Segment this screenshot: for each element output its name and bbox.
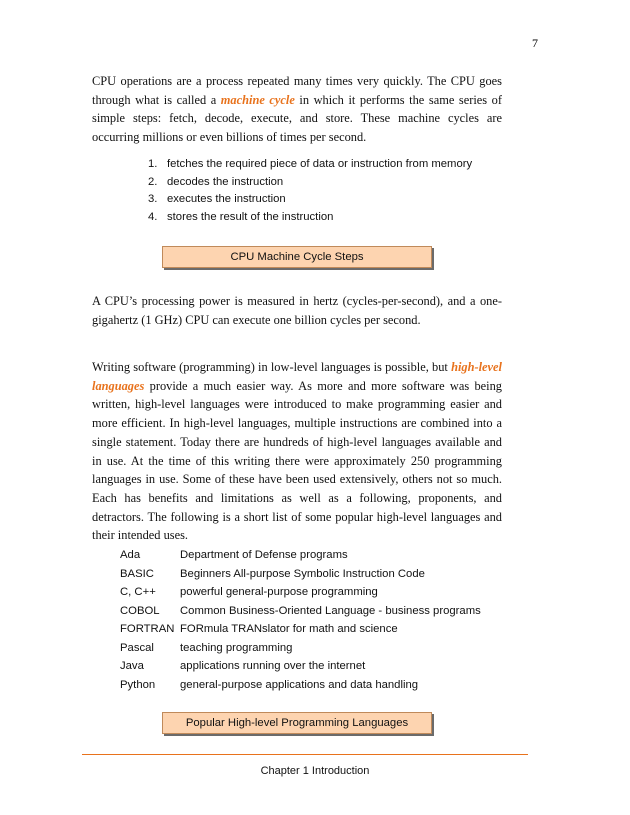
language-name: COBOL — [120, 604, 160, 617]
list-item — [148, 209, 472, 227]
paragraph-text: Writing software (programming) in low-level languages is possible, but — [92, 360, 452, 374]
language-use: powerful general-purpose programming — [180, 586, 378, 598]
language-row — [120, 620, 481, 639]
language-use: Department of Defense programs — [180, 549, 348, 561]
machine-cycle-steps-list — [148, 156, 472, 227]
language-name: Ada — [120, 549, 141, 561]
paragraph-text: CPU operations are a process repeated many times very quickly. The CPU goes through what is called a — [92, 74, 502, 107]
language-use: Common Business-Oriented Language - business programs — [180, 604, 481, 617]
language-name: FORTRAN — [120, 623, 175, 635]
term-machine-cycle: machine cycle — [220, 92, 295, 107]
step-text: fetches the required piece of data or instruction from memory — [167, 158, 473, 170]
paragraph-text: in which it performs the same series of simple steps: fetch, decode, execute, and store. These machine cycles are occurring millions or even billions of times per second. — [92, 92, 502, 145]
paragraph-high-level-languages — [92, 358, 502, 545]
languages-list — [120, 546, 481, 694]
language-row — [120, 565, 481, 584]
language-row — [120, 657, 481, 676]
paragraph-machine-cycle — [92, 72, 502, 147]
paragraph-text: provide a much easier way. As more and more software was being written, high-level languages were introduced to make programming easier and more efficient. In high-level languages, multiple instructions are combined into a single statement. Today there are hundreds of high-level languages available and in use. At the time of this writing there were approximately 250 programming languages in use. Some of these have been used extensively, others not so much. Each has benefits and limitations as well as a following, proponents, and detractors. The following is a short list of some popular high-level languages and their intended uses. — [92, 378, 502, 543]
page-number: 7 — [532, 36, 538, 50]
language-use: applications running over the internet — [180, 660, 366, 672]
language-row — [120, 602, 481, 621]
language-name: C, C++ — [120, 586, 156, 598]
step-number: 2. — [148, 175, 158, 188]
paragraph-processing-power: A CPU’s processing power is measured in hertz (cycles-per-second), and a one-gigahertz (1 GHz) CPU can execute one billion cycles per second. — [92, 294, 502, 327]
step-text: stores the result of the instruction — [167, 211, 334, 224]
list-item — [148, 174, 472, 192]
language-use: Beginners All-purpose Symbolic Instruction Code — [180, 567, 425, 580]
language-row — [120, 546, 481, 565]
language-use: FORmula TRANslator for math and science — [180, 623, 398, 635]
language-name: BASIC — [120, 567, 154, 580]
step-text: decodes the instruction — [167, 175, 284, 188]
footer-divider — [82, 754, 528, 755]
language-row — [120, 676, 481, 695]
step-text: executes the instruction — [167, 193, 286, 206]
language-use: general-purpose applications and data handling — [180, 678, 419, 691]
language-name: Python — [120, 678, 156, 691]
list-item — [148, 156, 472, 174]
caption-cpu-machine-cycle: CPU Machine Cycle Steps — [162, 246, 432, 268]
step-number: 4. — [148, 211, 158, 224]
caption-popular-languages: Popular High-level Programming Languages — [162, 712, 432, 734]
step-number: 3. — [148, 193, 158, 206]
term-high-level-languages: high-level languages — [92, 360, 502, 393]
language-name: Pascal — [120, 641, 154, 654]
list-item — [148, 191, 472, 209]
language-name: Java — [120, 660, 144, 672]
footer-chapter-title: Chapter 1 Introduction — [260, 765, 370, 777]
language-row — [120, 583, 481, 602]
language-use: teaching programming — [180, 641, 293, 654]
language-row — [120, 639, 481, 658]
step-number: 1. — [148, 158, 158, 170]
